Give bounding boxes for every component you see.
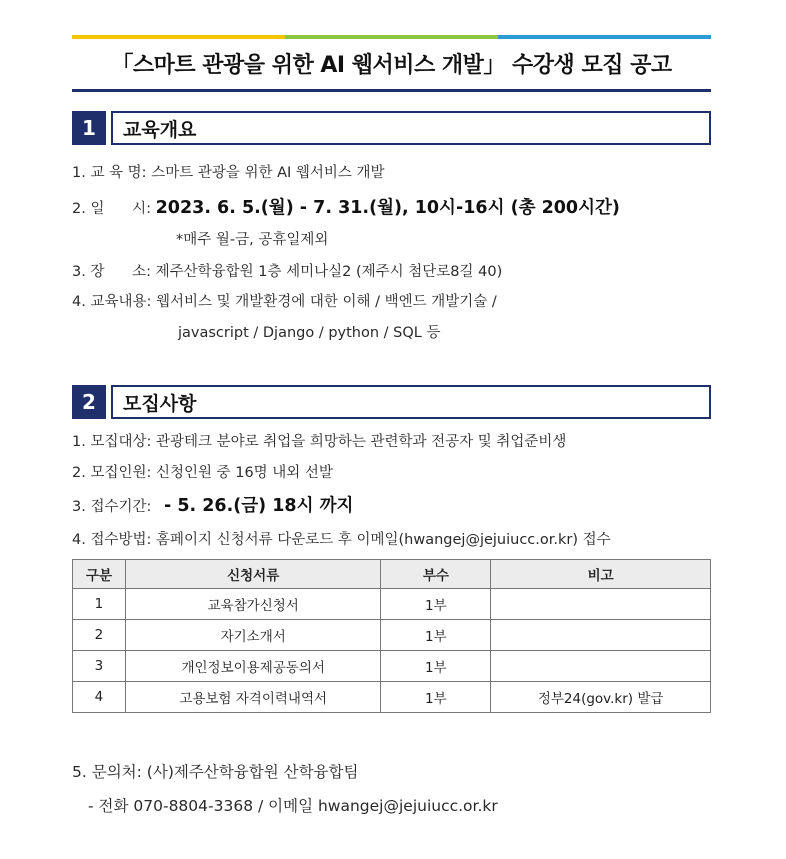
table-cell: 정부24(gov.kr) 발급: [491, 682, 711, 713]
content-label: 4. 교육내용:: [72, 294, 152, 310]
section-number: 2: [72, 385, 106, 419]
headcount-label: 2. 모집인원:: [72, 465, 152, 481]
deadline-value: - 5. 26.(금) 18시 까지: [163, 496, 354, 516]
table-cell: 4: [73, 682, 126, 713]
section-header-overview: [72, 111, 711, 145]
stripe-yellow: [72, 35, 285, 39]
section-header-recruitment: [72, 385, 711, 419]
table-row: [73, 589, 711, 620]
stripe-blue: [498, 35, 711, 39]
table-row: [73, 620, 711, 651]
contact-label: 5. 문의처:: [72, 763, 142, 781]
table-header-cell: 신청서류: [125, 560, 381, 589]
contact-detail: - 전화 070-8804-3368 / 이메일 hwangej@jejuiucc.or.kr: [88, 797, 498, 815]
table-header-cell: 구분: [73, 560, 126, 589]
table-cell: 1: [73, 589, 126, 620]
section-title: 교육개요: [111, 111, 711, 145]
table-cell: 자기소개서: [125, 620, 381, 651]
headcount-value: 신청인원 중 16명 내외 선발: [155, 465, 333, 481]
stripe-green: [285, 35, 498, 39]
target-line: [72, 430, 566, 451]
table-row: [73, 651, 711, 682]
schedule-label: 2. 일 시:: [72, 201, 151, 217]
table-cell: [491, 620, 711, 651]
table-cell: [491, 589, 711, 620]
content-value: 웹서비스 및 개발환경에 대한 이해 / 백엔드 개발기술 /: [155, 294, 497, 310]
location-value: 제주산학융합원 1층 세미나실2 (제주시 첨단로8길 40): [155, 264, 503, 280]
table-cell: 1부: [381, 651, 491, 682]
table-row: [73, 682, 711, 713]
table-header-row: [73, 560, 711, 589]
deadline-label: 3. 접수기간:: [72, 499, 152, 515]
table-cell: 1부: [381, 620, 491, 651]
table-cell: 3: [73, 651, 126, 682]
documents-table: [72, 559, 711, 713]
schedule-note: *매주 월-금, 공휴일제외: [176, 232, 329, 248]
content-line: [72, 290, 497, 311]
table-cell: [491, 651, 711, 682]
section-number: 1: [72, 111, 106, 145]
page-title: 「스마트 관광을 위한 AI 웹서비스 개발」 수강생 모집 공고: [111, 53, 672, 78]
location-line: [72, 260, 502, 281]
application-method-value: 홈페이지 신청서류 다운로드 후 이메일(hwangej@jejuiucc.or.kr) 접수: [155, 532, 611, 548]
table-cell: 1부: [381, 682, 491, 713]
table-cell: 1부: [381, 589, 491, 620]
location-label: 3. 장 소:: [72, 264, 151, 280]
course-name-line: [72, 161, 385, 182]
contact-line: [72, 760, 358, 782]
contact-value: (사)제주산학융합원 산학융합팀: [146, 763, 359, 781]
schedule-value: 2023. 6. 5.(월) - 7. 31.(월), 10시-16시 (총 200시간): [155, 198, 620, 218]
table-cell: 고용보험 자격이력내역서: [125, 682, 381, 713]
content-value-continued: javascript / Django / python / SQL 등: [178, 325, 441, 341]
schedule-line: [72, 194, 620, 219]
title-underline: [72, 89, 711, 92]
table-cell: 2: [73, 620, 126, 651]
course-name-value: 스마트 관광을 위한 AI 웹서비스 개발: [151, 165, 385, 181]
color-stripe: [72, 35, 711, 39]
target-value: 관광테크 분야로 취업을 희망하는 관련학과 전공자 및 취업준비생: [155, 434, 567, 450]
target-label: 1. 모집대상:: [72, 434, 152, 450]
course-name-label: 1. 교 육 명:: [72, 165, 147, 181]
table-header-cell: 부수: [381, 560, 491, 589]
table-header-cell: 비고: [491, 560, 711, 589]
application-method-label: 4. 접수방법:: [72, 532, 152, 548]
table-cell: 교육참가신청서: [125, 589, 381, 620]
deadline-line: [72, 492, 353, 517]
table-cell: 개인정보이용제공동의서: [125, 651, 381, 682]
application-method-line: [72, 528, 611, 549]
section-title: 모집사항: [111, 385, 711, 419]
headcount-line: [72, 461, 333, 482]
